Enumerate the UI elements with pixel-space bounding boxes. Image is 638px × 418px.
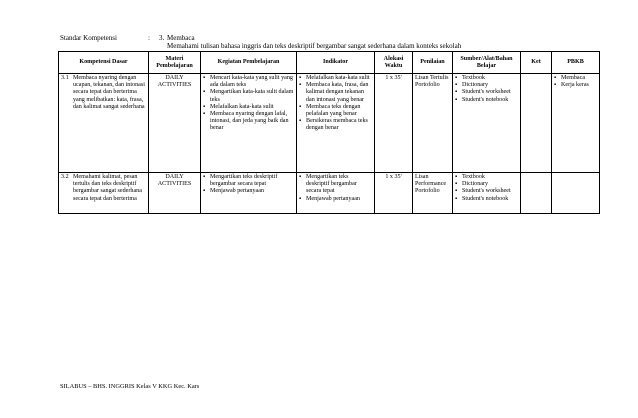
ket-cell <box>521 74 552 173</box>
list-item: ▪ Textbook <box>455 75 518 82</box>
standar-description: Memahami tulisan bahasa inggris dan teks deskriptif bergambar sangat sederhana dalam konteks sekolah <box>167 42 462 50</box>
header-ket: Ket <box>521 52 552 74</box>
penilaian-cell: Lisan Performance Portofolio <box>413 173 453 214</box>
syllabus-table <box>58 51 600 214</box>
pbkb-cell <box>552 173 600 214</box>
header-pbkb: PBKB <box>552 52 600 74</box>
materi-cell: DAILY ACTIVITIES <box>149 74 201 173</box>
pbkb-cell <box>552 74 600 173</box>
header-materi: Materi Pembelajaran <box>149 52 201 74</box>
list-item: ▪ Bersikeras membaca teks dengan benar <box>299 118 372 132</box>
standar-title: Membaca <box>167 34 195 42</box>
kegiatan-cell <box>201 173 297 214</box>
kd-cell <box>59 74 149 173</box>
indikator-cell <box>297 173 375 214</box>
standar-label: Standar Kompetensi <box>60 34 117 42</box>
header-kompetensi-dasar: Kompetensi Dasar <box>59 52 149 74</box>
list-item: ▪ Menjawab pertanyaan <box>299 196 372 203</box>
page-footer: SILABUS – BHS. INGGRIS Kelas V KKG Kec. Kars <box>60 383 200 390</box>
list-item: ▪ Mengartikan teks deskriptif bergambar secara tepat <box>203 174 294 188</box>
list-item: ▪ Student's worksheet <box>455 188 518 195</box>
kd-cell <box>59 173 149 214</box>
table-row <box>59 173 600 214</box>
kegiatan-cell <box>201 74 297 173</box>
list-item: ▪ Menjawab pertanyaan <box>203 188 294 195</box>
header-kegiatan: Kegiatan Pembelajaran <box>201 52 297 74</box>
table-header-row <box>59 52 600 74</box>
list-item: ▪ Dictionary <box>455 181 518 188</box>
sumber-cell <box>453 74 521 173</box>
list-item: ▪ Melafalkan kata-kata sulit <box>299 75 372 82</box>
penilaian-cell: Lisan Tertulis Portofolio <box>413 74 453 173</box>
kd-text: Memahami kalimat, pesan tertulis dan teks deskriptif bergambar sangat sederhana secara tepat dan berterima <box>73 174 142 202</box>
sumber-cell <box>453 173 521 214</box>
list-item: ▪ Melafalkan kata-kata sulit <box>203 104 294 111</box>
list-item: ▪ Kerja keras <box>554 82 597 89</box>
standar-number: 3. <box>159 34 165 42</box>
list-item: ▪ Membaca teks dengan pelafalan yang benar <box>299 104 372 118</box>
alokasi-cell: 1 x 35' <box>375 173 413 214</box>
kd-number: 3.2 <box>61 174 69 180</box>
list-item: ▪ Membaca kata, frasa, dan kalimat dengan tekanan dan intonasi yang benar <box>299 82 372 104</box>
list-item: ▪ Mengartikan teks deskriptif bergambar secara tepat <box>299 174 372 196</box>
list-item: ▪ Membaca nyaring dengan lafal, intonasi, dan jeda yang baik dan benar <box>203 111 294 133</box>
list-item: ▪ Mengartikan kata-kata sulit dalam teks <box>203 89 294 103</box>
indikator-cell <box>297 74 375 173</box>
list-item: ▪ Textbook <box>455 174 518 181</box>
list-item: ▪ Student's notebook <box>455 97 518 104</box>
header-penilaian: Penilaian <box>413 52 453 74</box>
list-item: ▪ Student's notebook <box>455 196 518 203</box>
materi-cell: DAILY ACTIVITIES <box>149 173 201 214</box>
list-item: ▪ Student's worksheet <box>455 89 518 96</box>
list-item: ▪ Mencari kata-kata yang sulit yang ada dalam teks <box>203 75 294 89</box>
standar-colon: : <box>148 34 150 42</box>
kd-text: Membaca nyaring dengan ucapan, tekanan, dan intonasi secara tepat dan berterima yang melibatkan: kata, frasa, dan kalimat sangat sederhana <box>73 75 145 110</box>
list-item: ▪ Membaca <box>554 75 597 82</box>
header-alokasi: Alokasi Waktu <box>375 52 413 74</box>
table-row <box>59 74 600 173</box>
kd-number: 3.1 <box>61 75 69 81</box>
header-indikator: Indikator <box>297 52 375 74</box>
header-sumber: Sumber/Alat/Bahan Belajar <box>453 52 521 74</box>
ket-cell <box>521 173 552 214</box>
list-item: ▪ Dictionary <box>455 82 518 89</box>
alokasi-cell: 1 x 35' <box>375 74 413 173</box>
